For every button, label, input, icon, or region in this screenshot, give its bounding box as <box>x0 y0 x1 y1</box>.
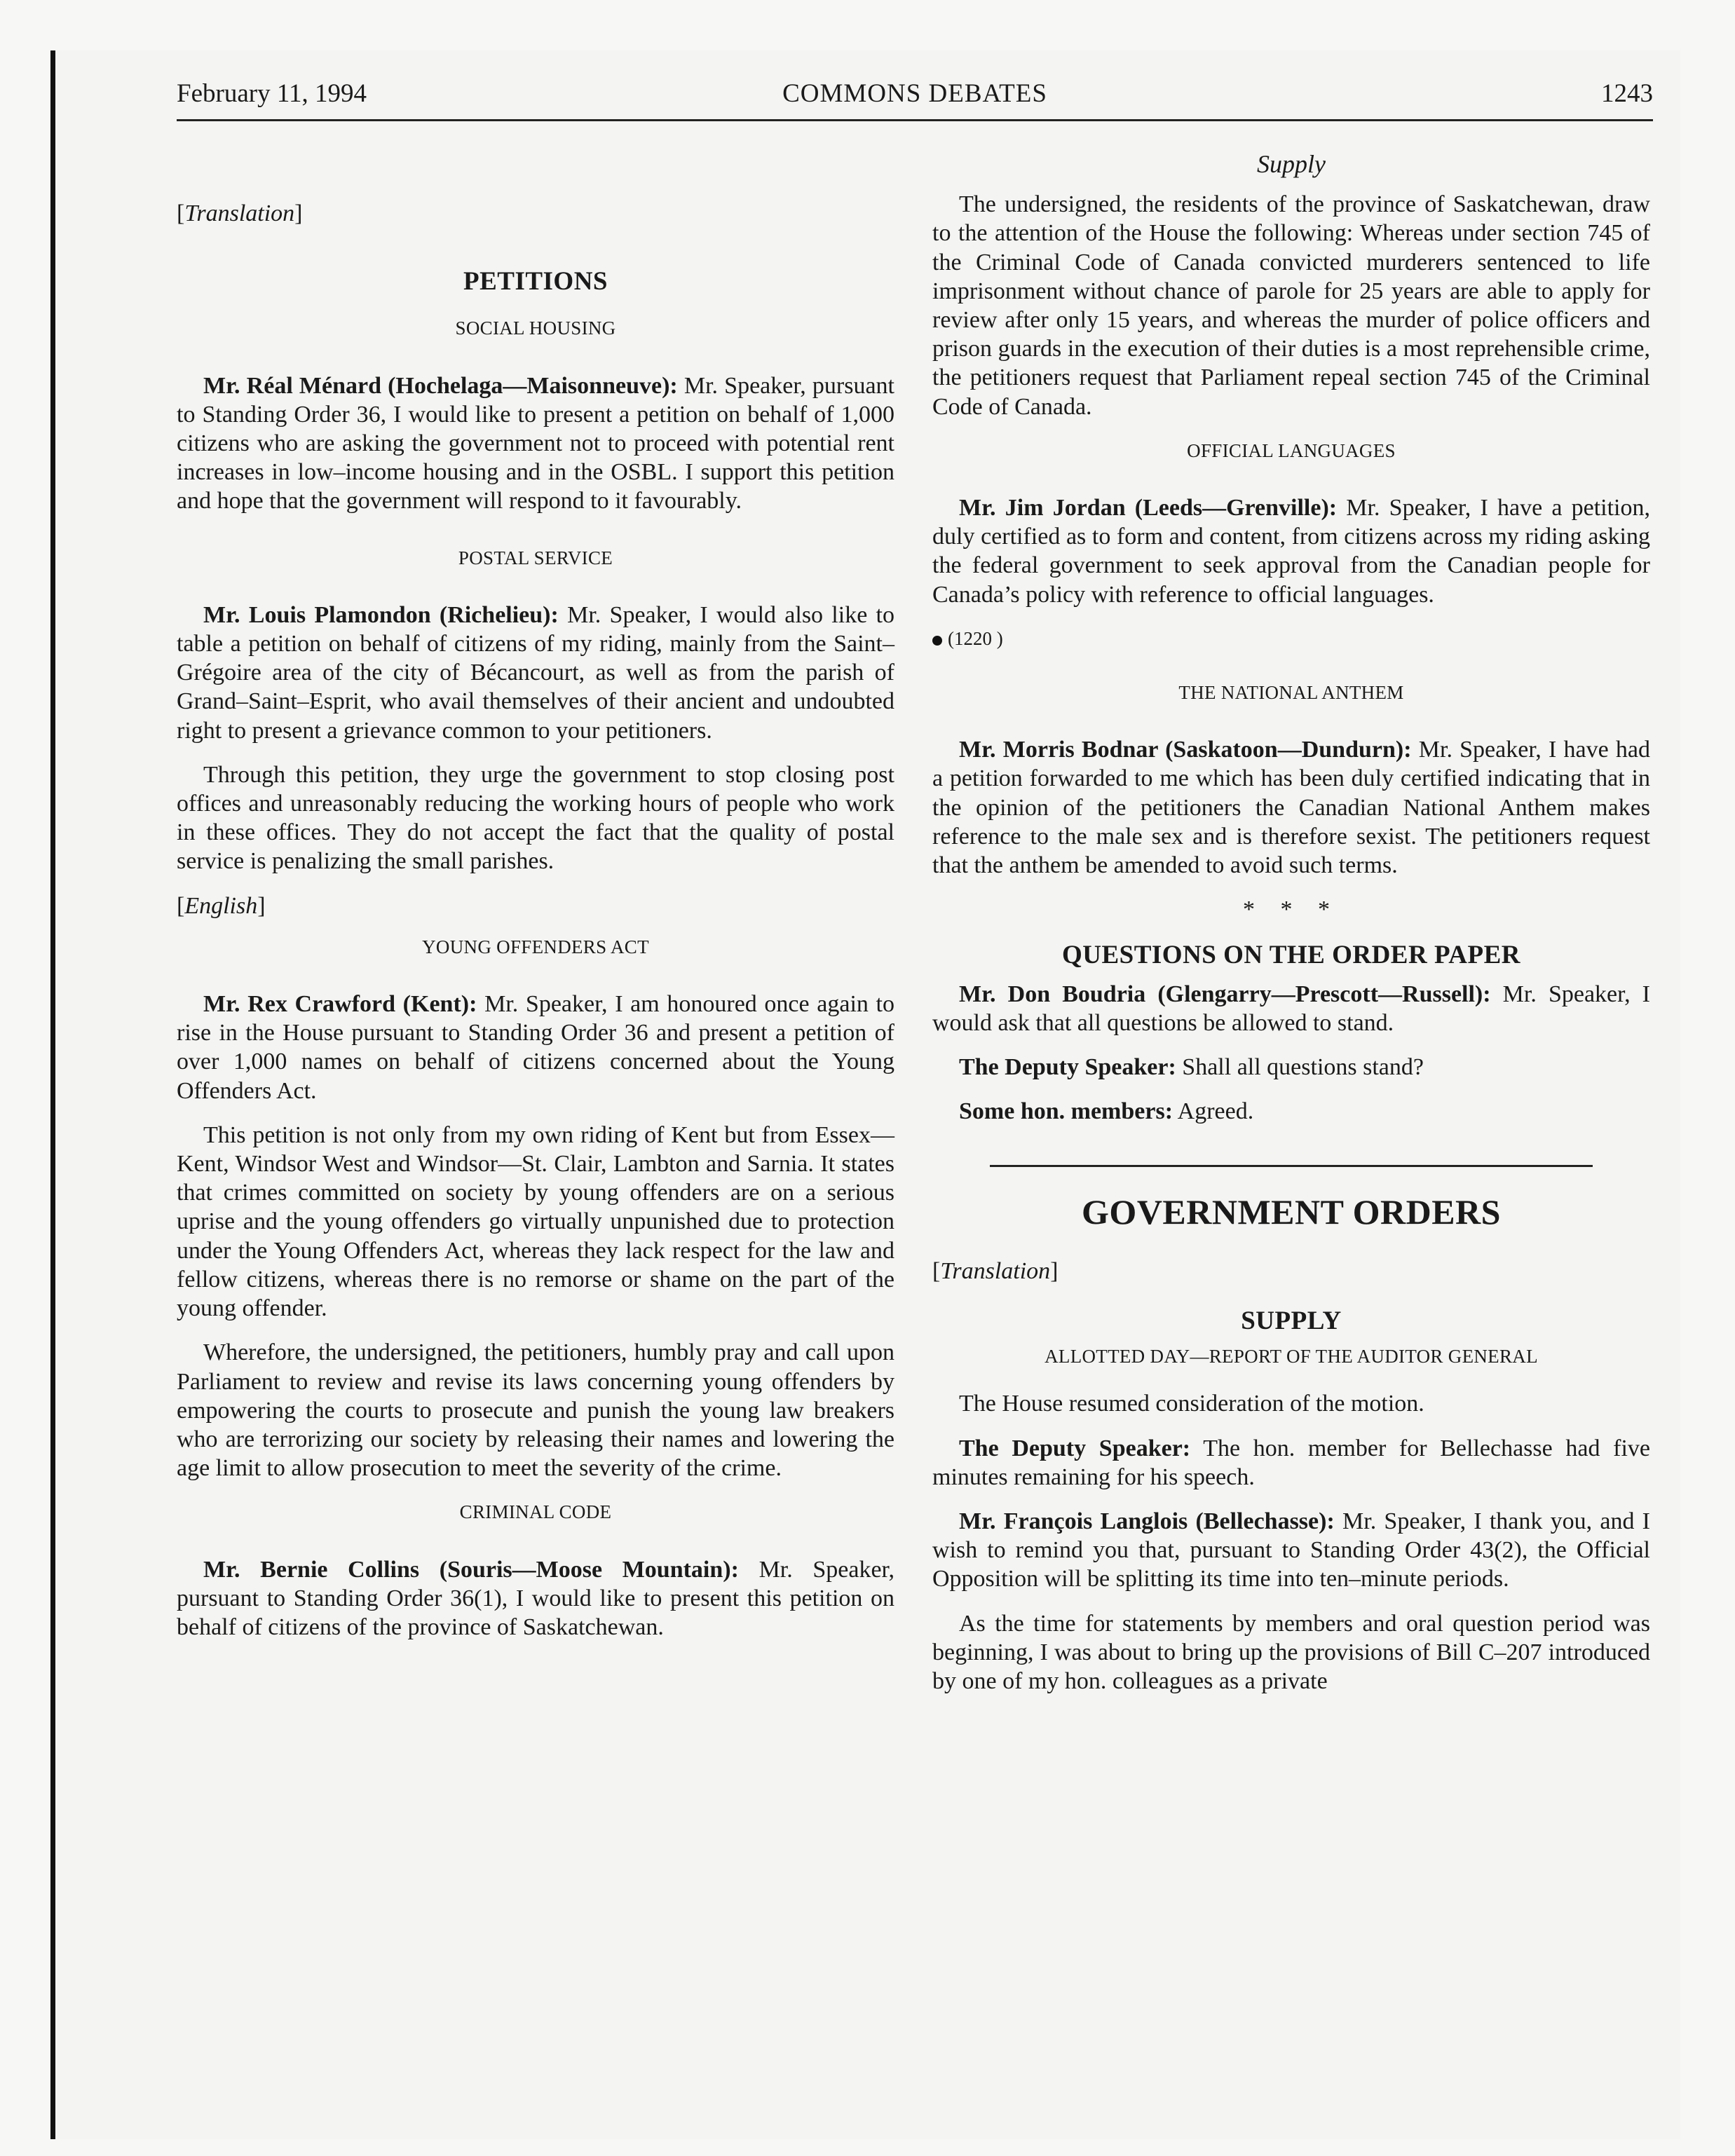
subheading-official-languages: OFFICIAL LANGUAGES <box>1187 439 1396 461</box>
english-tag: [English] <box>177 892 266 919</box>
subheading-social-housing: SOCIAL HOUSING <box>455 318 616 339</box>
header-date: February 11, 1994 <box>177 79 367 108</box>
page-number: 1243 <box>1601 79 1653 108</box>
speaker-name: The Deputy Speaker: <box>959 1054 1176 1081</box>
translation-tag: [Translation] <box>932 1257 1059 1284</box>
subheading-postal-service: POSTAL SERVICE <box>458 547 613 568</box>
section-separator: * * * <box>1243 896 1340 923</box>
subheading-national-anthem: THE NATIONAL ANTHEM <box>1178 682 1404 704</box>
bullet-icon <box>932 636 942 646</box>
speaker-name: Mr. François Langlois (Bellechasse): <box>959 1508 1335 1534</box>
petitions-heading: PETITIONS <box>463 267 608 296</box>
speech-deputy-speaker: The Deputy Speaker: Shall all questions stand? <box>959 1054 1424 1081</box>
header-title: COMMONS DEBATES <box>782 79 1047 108</box>
speaker-name: Mr. Louis Plamondon (Richelieu): <box>203 601 559 628</box>
paragraph: As the time for statements by members and oral question period was beginning, I was about to bring up the provisions of Bill C–207 introduced by one of my hon. colleagues as a private <box>932 1610 1650 1694</box>
left-column <box>177 144 894 1657</box>
speech-jordan: Mr. Jim Jordan (Leeds—Grenville): Mr. Speaker, I have a petition, duly certified as to form and content, from citizens across my riding asking the federal government to seek approval from the Canadian people for Canada’s policy with reference to official languages. <box>932 495 1650 608</box>
government-orders-heading: GOVERNMENT ORDERS <box>1082 1192 1501 1232</box>
paragraph: Wherefore, the undersigned, the petitioners, humbly pray and call upon Parliament to review and revise its laws concerning young offenders by empowering the courts to prosecute and punish the young law breakers who are terrorizing our society by releasing their names and lowering the age limit to allow prosecution to meet the severity of the crime. <box>177 1339 894 1482</box>
supply-heading: SUPPLY <box>1241 1306 1342 1335</box>
speech-crawford: Mr. Rex Crawford (Kent): Mr. Speaker, I am honoured once again to rise in the House pursuant to Standing Order 36 and present a petition of over 1,000 names on behalf of citizens concerned about the Young Offenders Act. <box>177 991 894 1104</box>
speech-bodnar: Mr. Morris Bodnar (Saskatoon—Dundurn): Mr. Speaker, I have had a petition forwarded to me which has been duly certified indicating that in the opinion of the petitioners the Canadian National Anthem makes reference to the male sex and is therefore sexist. The petitioners request that the anthem be amended to avoid such terms. <box>932 737 1651 879</box>
running-head: Supply <box>1257 150 1326 178</box>
paragraph: Through this petition, they urge the government to stop closing post offices and unreasonably reducing the working hours of people who work in these offices. They do not accept the fact that the quality of postal service is penalizing the small parishes. <box>177 761 894 875</box>
paragraph: The House resumed consideration of the motion. <box>959 1391 1424 1417</box>
speech-boudria: Mr. Don Boudria (Glengarry—Prescott—Russell): Mr. Speaker, I would ask that all questions be allowed to stand. <box>932 981 1650 1036</box>
page-header <box>177 79 1653 121</box>
speech-langlois: Mr. François Langlois (Bellechasse): Mr. Speaker, I thank you, and I wish to remind you that, pursuant to Standing Order 43(2), the Official Opposition will be splitting its time into ten–minute periods. <box>932 1508 1650 1592</box>
speaker-name: Mr. Rex Crawford (Kent): <box>203 991 477 1018</box>
speech-menard: Mr. Réal Ménard (Hochelaga—Maisonneuve): Mr. Speaker, pursuant to Standing Order 36, I would like to present a petition on behalf of 1,000 citizens who are asking the government not to proceed with potential rent increases in low–income housing and in the OSBL. I support this petition and hope that the government will respond to it favourably. <box>177 372 895 514</box>
paragraph: The undersigned, the residents of the province of Saskatchewan, draw to the attention of the House the following: Whereas under section 745 of the Criminal Code of Canada convicted murderers sentenced to life imprisonment without chance of parole for 25 years are able to apply for review after only 15 years, and whereas the murder of police officers and prison guards in the execution of their duties is a most reprehensible crime, the petitioners request that Parliament repeal section 745 of the Criminal Code of Canada. <box>932 191 1650 420</box>
speaker-name: Mr. Bernie Collins (Souris—Moose Mountain): <box>203 1556 739 1583</box>
questions-heading: QUESTIONS ON THE ORDER PAPER <box>1061 941 1521 970</box>
subheading-young-offenders: YOUNG OFFENDERS ACT <box>422 936 649 957</box>
speaker-name: Mr. Jim Jordan (Leeds—Grenville): <box>959 495 1338 521</box>
section-rule <box>990 1165 1593 1167</box>
subheading-criminal-code: CRIMINAL CODE <box>459 1501 612 1523</box>
paragraph: This petition is not only from my own riding of Kent but from Essex—Kent, Windsor West and Windsor—St. Clair, Lambton and Sarnia. It states that crimes committed on society by young offenders are on a serious uprise and the young offenders go virtually unpunished due to protection under the Young Offenders Act, whereas they lack respect for the law and fellow citizens, whereas there is no remorse or shame on the part of the young offender. <box>177 1121 894 1322</box>
speaker-name: Some hon. members: <box>959 1098 1173 1125</box>
time-stamp: (1220 ) <box>932 625 1650 653</box>
translation-tag: [Translation] <box>177 200 303 226</box>
speech-collins: Mr. Bernie Collins (Souris—Moose Mountain): Mr. Speaker, pursuant to Standing Order 36(1), I would like to present this petition on behalf of citizens of the province of Saskatchewan. <box>177 1556 895 1640</box>
binding-edge <box>50 50 55 2139</box>
speech-deputy-speaker: The Deputy Speaker: The hon. member for Bellechasse had five minutes remaining for his speech. <box>932 1435 1651 1490</box>
speech-members: Some hon. members: Agreed. <box>959 1098 1254 1125</box>
speech-plamondon: Mr. Louis Plamondon (Richelieu): Mr. Speaker, I would also like to table a petition on behalf of citizens of my riding, mainly from the Saint–Grégoire area of the city of Bécancourt, as well as from the parish of Grand–Saint–Esprit, who avail themselves of their ancient and undoubted right to present a grievance common to your petitioners. <box>177 601 895 744</box>
speaker-name: Mr. Réal Ménard (Hochelaga—Maisonneuve): <box>203 372 678 399</box>
speaker-name: Mr. Don Boudria (Glengarry—Prescott—Russell): <box>959 981 1491 1007</box>
right-column <box>932 144 1650 1711</box>
subheading-allotted-day: ALLOTTED DAY—REPORT OF THE AUDITOR GENERAL <box>1045 1346 1538 1367</box>
speaker-name: The Deputy Speaker: <box>959 1435 1191 1461</box>
speaker-name: Mr. Morris Bodnar (Saskatoon—Dundurn): <box>959 737 1412 763</box>
